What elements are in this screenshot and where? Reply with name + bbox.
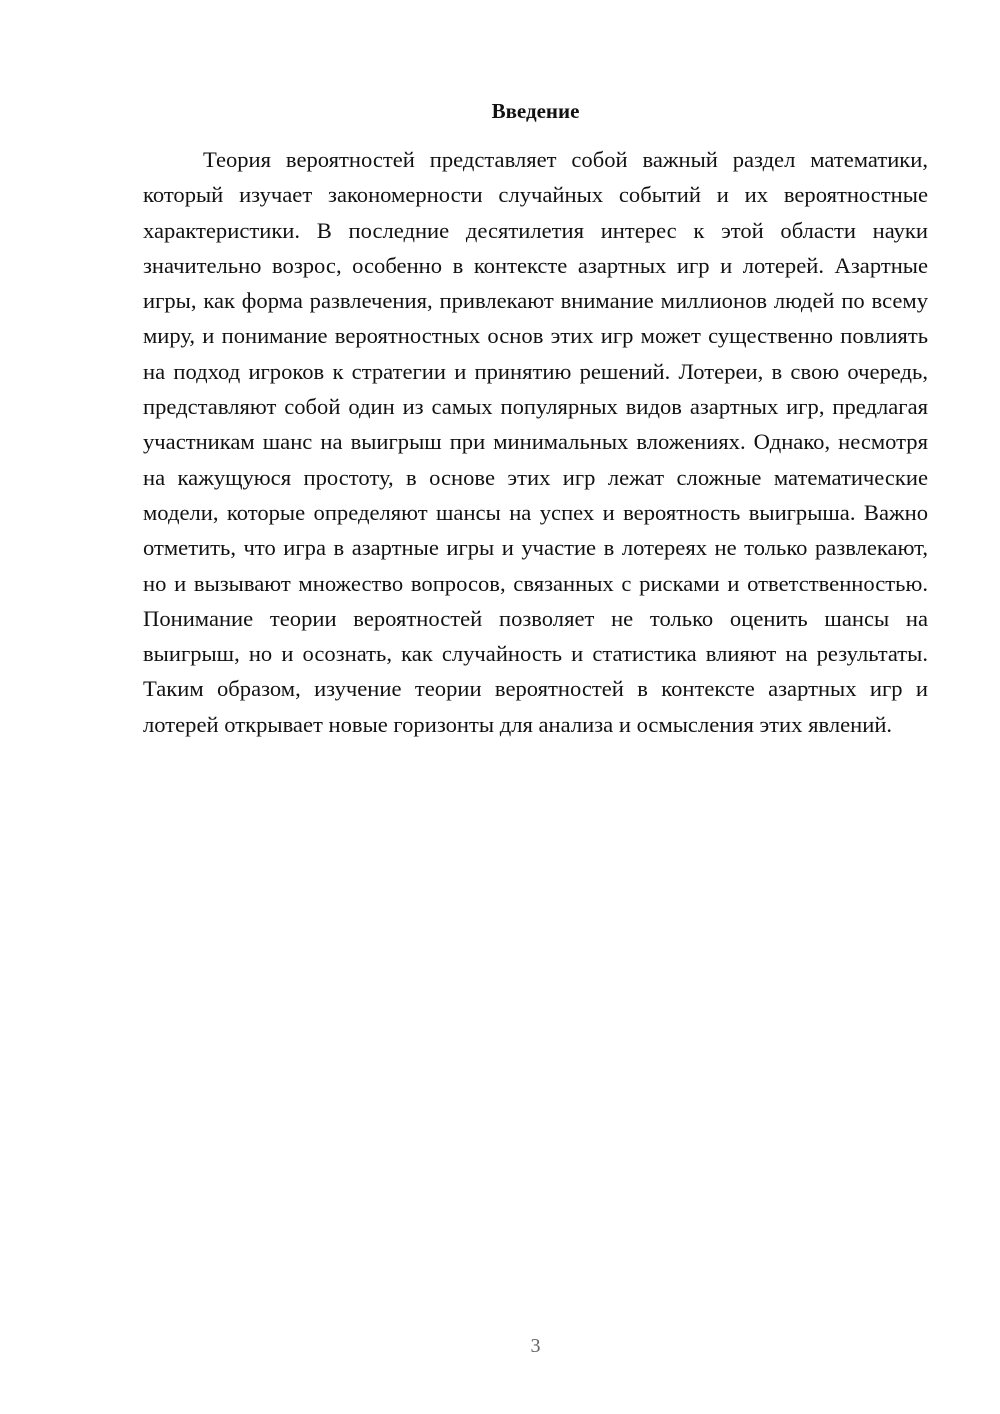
section-heading: Введение (491, 99, 580, 123)
page-number: 3 (530, 1335, 541, 1357)
body-paragraph: Теория вероятностей представляет собой важный раздел математики, который изучает закономерности случайных событий и их вероятностные характеристики. В последние десятилетия интерес к этой области науки значительно возрос, особенно в контексте азартных игр и лотерей. Азартные игры, как форма развлечения, привлекают внимание миллионов людей по всему миру, и понимание вероятностных основ этих игр может существенно повлиять на подход игроков к стратегии и принятию решений. Лотереи, в свою очередь, представляют собой один из самых популярных видов азартных игр, предлагая участникам шанс на выигрыш при минимальных вложениях. Однако, несмотря на кажущуюся простоту, в основе этих игр лежат сложные математические модели, которые определяют шансы на успех и вероятность выигрыша. Важно отметить, что игра в азартные игры и участие в лотереях не только развлекают, но и вызывают множество вопросов, связанных с рисками и ответственностью. Понимание теории вероятностей позволяет не только оценить шансы на выигрыш, но и осознать, как случайность и статистика влияют на результаты. Таким образом, изучение теории вероятностей в контексте азартных игр и лотерей открывает новые горизонты для анализа и осмысления этих явлений. (143, 147, 928, 737)
